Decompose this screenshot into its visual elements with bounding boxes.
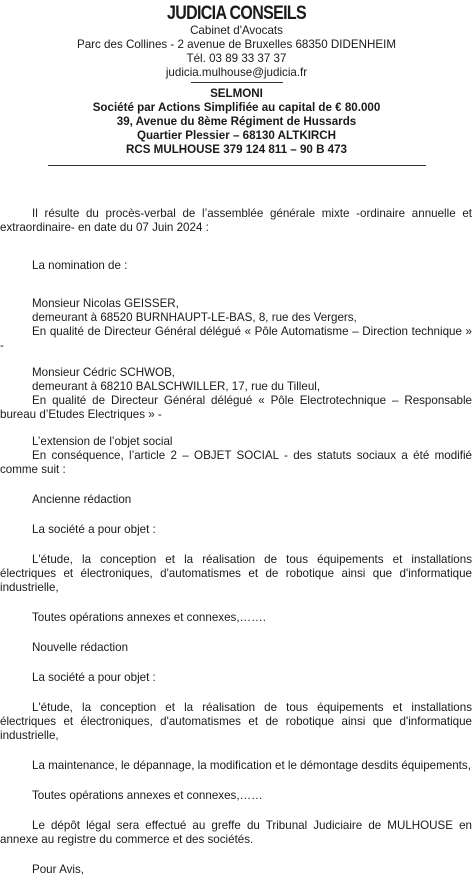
person2-name: Monsieur Cédric SCHWOB, <box>32 366 176 379</box>
deposit-paragraph: Le dépôt légal sera effectué au greffe du Tribunal Judiciaire de MULHOUSE en annexe au registre du commerce et des sociétés. <box>0 819 472 846</box>
new-object-label: La société a pour objet : <box>32 671 156 684</box>
old-annex-text: Toutes opérations annexes et connexes,……. <box>32 611 266 624</box>
extension-heading: L’extension de l’objet social <box>32 435 173 448</box>
firm-type: Cabinet d'Avocats <box>190 24 283 37</box>
old-wording-heading: Ancienne rédaction <box>32 493 132 506</box>
new-maintenance-text: La maintenance, le dépannage, la modification et le démontage desdits équipements, <box>32 759 471 772</box>
law-firm-header <box>0 2 473 83</box>
person1-address: demeurant à 68520 BURNHAUPT-LE-BAS, 8, rue des Vergers, <box>32 311 357 324</box>
firm-phone: Tél. 03 89 33 37 37 <box>186 52 287 65</box>
notice-body <box>0 207 473 877</box>
firm-email: judicia.mulhouse@judicia.fr <box>165 66 308 79</box>
person2-address: demeurant à 68210 BALSCHWILLER, 17, rue du Tilleul, <box>32 380 321 393</box>
person2-role: En qualité de Directeur Général délégué « Pôle Electrotechnique – Responsable bureau d’Etudes Electriques » - <box>0 394 472 421</box>
old-object-label: La société a pour objet : <box>32 523 156 536</box>
nomination-heading: La nomination de : <box>32 259 128 272</box>
company-block <box>0 87 473 166</box>
person1-name: Monsieur Nicolas GEISSER, <box>32 297 179 310</box>
intro-paragraph: Il résulte du procès-verbal de l’assemblée générale mixte -ordinaire annuelle et extraordinaire- en date du 07 Juin 2024 : <box>0 207 472 234</box>
new-object-text: L'étude, la conception et la réalisation de tous équipements et installations électriques et électroniques, d'automatismes et de robotique ainsi que d'informatique industrielle, <box>0 701 472 742</box>
new-wording-heading: Nouvelle rédaction <box>32 641 129 654</box>
extension-text: En conséquence, l’article 2 – OBJET SOCIAL - des statuts sociaux a été modifié comme suit : <box>0 449 472 476</box>
legal-notice-page <box>0 2 473 884</box>
firm-address: Parc des Collines - 2 avenue de Bruxelles 68350 DIDENHEIM <box>77 38 396 51</box>
new-annex-text: Toutes opérations annexes et connexes,…… <box>32 789 263 802</box>
company-rcs: RCS MULHOUSE 379 124 811 – 90 B 473 <box>125 143 348 156</box>
header-divider <box>191 82 283 83</box>
person1-role: En qualité de Directeur Général délégué « Pôle Automatisme – Direction technique » - <box>0 325 472 352</box>
company-divider <box>48 165 426 166</box>
firm-name: JUDICIA CONSEILS <box>166 2 307 24</box>
company-form: Société par Actions Simplifiée au capital de € 80.000 <box>92 101 381 114</box>
company-name: SELMONI <box>210 87 263 100</box>
old-object-text: L'étude, la conception et la réalisation de tous équipements et installations électriques et électroniques, d'automatismes et de robotique ainsi que d'informatique industrielle, <box>0 553 472 594</box>
company-address: 39, Avenue du 8ème Régiment de Hussards <box>116 115 357 128</box>
closing-text: Pour Avis, <box>32 863 84 876</box>
company-city: Quartier Plessier – 68130 ALTKIRCH <box>136 129 337 142</box>
